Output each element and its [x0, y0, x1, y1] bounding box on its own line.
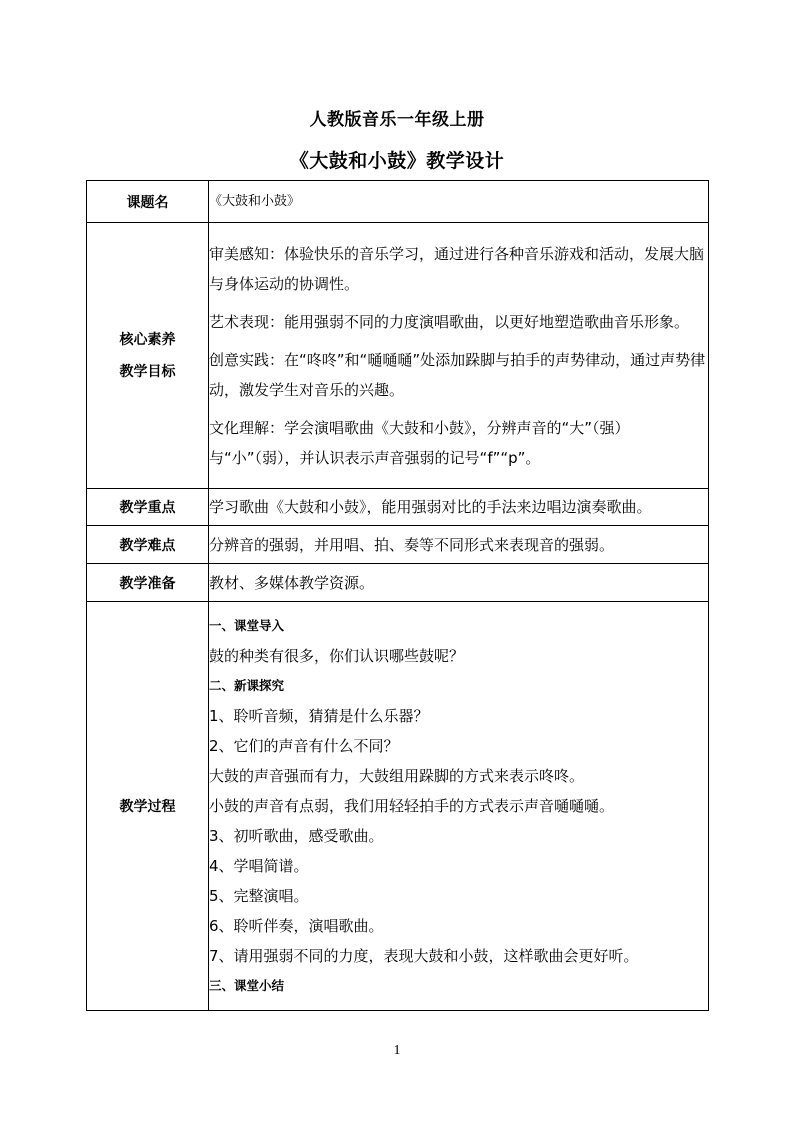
goal-expression: 艺术表现：能用强弱不同的力度演唱歌曲，以更好地塑造歌曲音乐形象。	[209, 312, 690, 331]
table-row-difficulties	[87, 526, 709, 564]
process-label: 教学过程	[87, 602, 209, 1011]
process-step: 5、完整演唱。	[209, 887, 309, 905]
key-points-label: 教学重点	[87, 489, 209, 526]
document-subtitle: 《大鼓和小鼓》教学设计	[289, 150, 505, 172]
process-step: 2、它们的声音有什么不同？	[209, 737, 399, 755]
preparation-label: 教学准备	[87, 564, 209, 602]
goals-label-line1: 核心素养	[119, 331, 176, 348]
process-section-heading: 二、新课探究	[209, 678, 285, 693]
topic-value: 《大鼓和小鼓》	[209, 181, 709, 223]
goal-culture: 文化理解：学会演唱歌曲《大鼓和小鼓》，分辨声音的“大”（强）与“小”（弱），并认识表示声音强弱的记号“f”“p”。	[209, 418, 630, 467]
process-step: 4、学唱简谱。	[209, 857, 309, 875]
lesson-plan-table	[86, 180, 709, 1011]
topic-label: 课题名	[87, 181, 209, 223]
process-step: 7、请用强弱不同的力度，表现大鼓和小鼓，这样歌曲会更好听。	[209, 947, 639, 965]
difficulties-label: 教学难点	[87, 526, 209, 564]
goal-aesthetic: 审美感知：体验快乐的音乐学习，通过进行各种音乐游戏和活动，发展大脑与身体运动的协调性。	[209, 244, 705, 293]
process-step: 大鼓的声音强而有力，大鼓组用跺脚的方式来表示咚咚。	[209, 767, 585, 785]
goal-creative: 创意实践：在“咚咚”和“嗵嗵嗵”处添加跺脚与拍手的声势律动，通过声势律动，激发学生对音乐的兴趣。	[209, 350, 706, 399]
preparation-value: 教材、多媒体教学资源。	[209, 564, 709, 602]
table-row-topic	[87, 181, 709, 223]
process-step: 鼓的种类有很多，你们认识哪些鼓呢？	[209, 647, 465, 665]
key-points-value: 学习歌曲《大鼓和小鼓》，能用强弱对比的手法来边唱边演奏歌曲。	[209, 489, 709, 526]
document-title: 人教版音乐一年级上册	[309, 110, 485, 130]
process-content	[209, 602, 709, 1011]
process-section-heading: 三、课堂小结	[209, 978, 285, 993]
process-section-heading: 一、课堂导入	[209, 618, 285, 633]
process-step: 1、聆听音频，猜猜是什么乐器？	[209, 707, 429, 725]
table-row-process	[87, 602, 709, 1011]
table-row-preparation	[87, 564, 709, 602]
process-step: 小鼓的声音有点弱，我们用轻轻拍手的方式表示声音嗵嗵嗵。	[209, 797, 615, 815]
table-row-key-points	[87, 489, 709, 526]
goals-label-line2: 教学目标	[119, 363, 176, 380]
process-step: 3、初听歌曲，感受歌曲。	[209, 827, 384, 845]
process-step: 6、聆听伴奏，演唱歌曲。	[209, 917, 384, 935]
difficulties-value: 分辨音的强弱，并用唱、拍、奏等不同形式来表现音的强弱。	[209, 526, 709, 564]
goals-label	[87, 223, 209, 489]
page-number: 1	[393, 1043, 401, 1058]
goals-content	[209, 223, 709, 489]
table-row-goals	[87, 223, 709, 489]
